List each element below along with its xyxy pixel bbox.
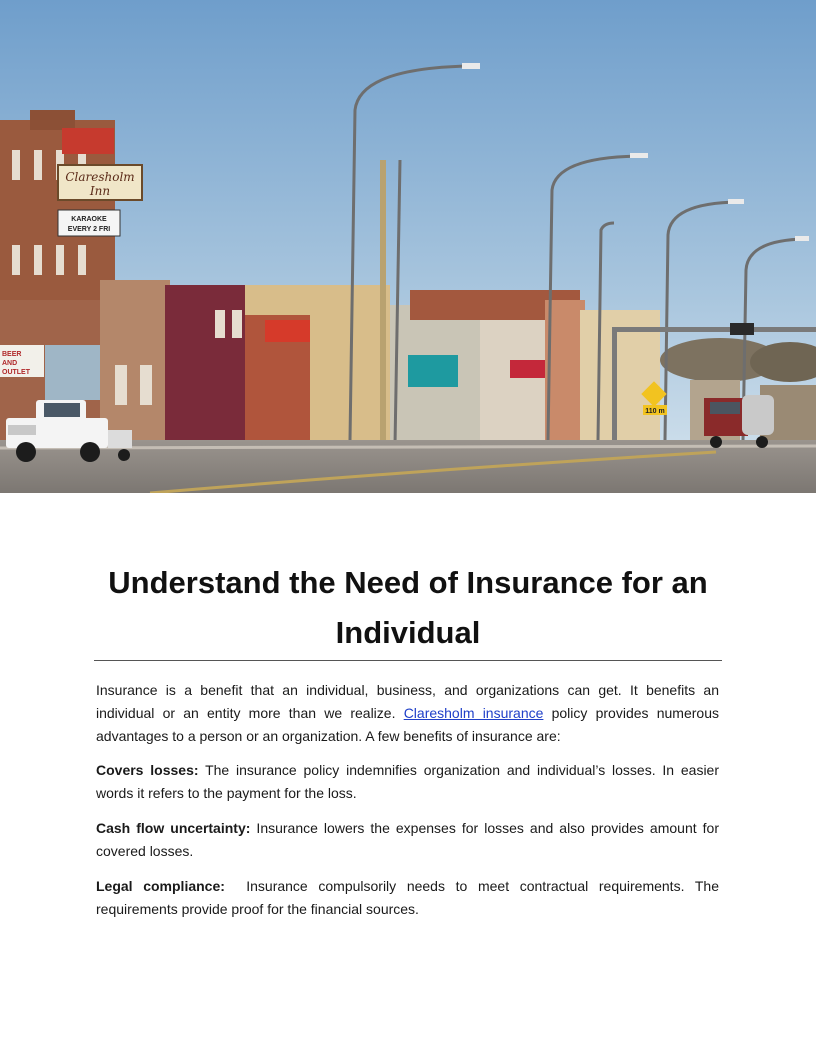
svg-text:110 m: 110 m xyxy=(645,408,665,415)
hero-street-photo xyxy=(0,0,816,493)
benefit-cash-flow-uncertainty xyxy=(96,817,719,863)
intro-paragraph xyxy=(96,679,719,748)
svg-text:Claresholm: Claresholm xyxy=(65,170,135,184)
distant-trees xyxy=(660,338,816,382)
outlet-sign xyxy=(0,345,44,377)
svg-text:KARAOKE: KARAOKE xyxy=(71,216,107,223)
svg-text:AND: AND xyxy=(2,360,18,367)
intro-text-after-link: policy provides numerous advantages to a person or an organization. A few benefits of insurance are: xyxy=(96,705,719,744)
document-title: Understand the Need of Insurance for an Individual xyxy=(108,565,708,650)
benefit-text: Insurance lowers the expenses for losses and also provides amount for covered losses. xyxy=(96,820,719,859)
benefit-text: The insurance policy indemnifies organization and individual’s losses. In easier words it refers to the payment for the loss. xyxy=(96,762,719,801)
svg-text:BEER: BEER xyxy=(2,351,22,358)
benefit-label: Legal compliance: xyxy=(96,878,225,894)
benefit-text: Insurance compulsorily needs to meet contractual requirements. The requirements provide proof for the financial sources. xyxy=(96,878,723,917)
svg-text:Inn: Inn xyxy=(89,184,111,198)
wooden-pole xyxy=(380,160,386,465)
svg-text:EVERY 2 FRI: EVERY 2 FRI xyxy=(67,226,111,233)
claresholm-insurance-link[interactable]: Claresholm insurance xyxy=(403,705,544,721)
benefit-covers-losses xyxy=(96,759,719,805)
title-divider xyxy=(94,660,722,661)
benefit-legal-compliance xyxy=(96,875,723,921)
benefit-label: Cash flow uncertainty: xyxy=(96,820,251,836)
svg-text:OUTLET: OUTLET xyxy=(2,369,30,376)
benefit-label: Covers losses: xyxy=(96,762,199,778)
intro-text-before-link: Insurance is a benefit that an individual, business, and organizations can get. It benefits an individual or an entity more than we realize. xyxy=(96,682,719,721)
